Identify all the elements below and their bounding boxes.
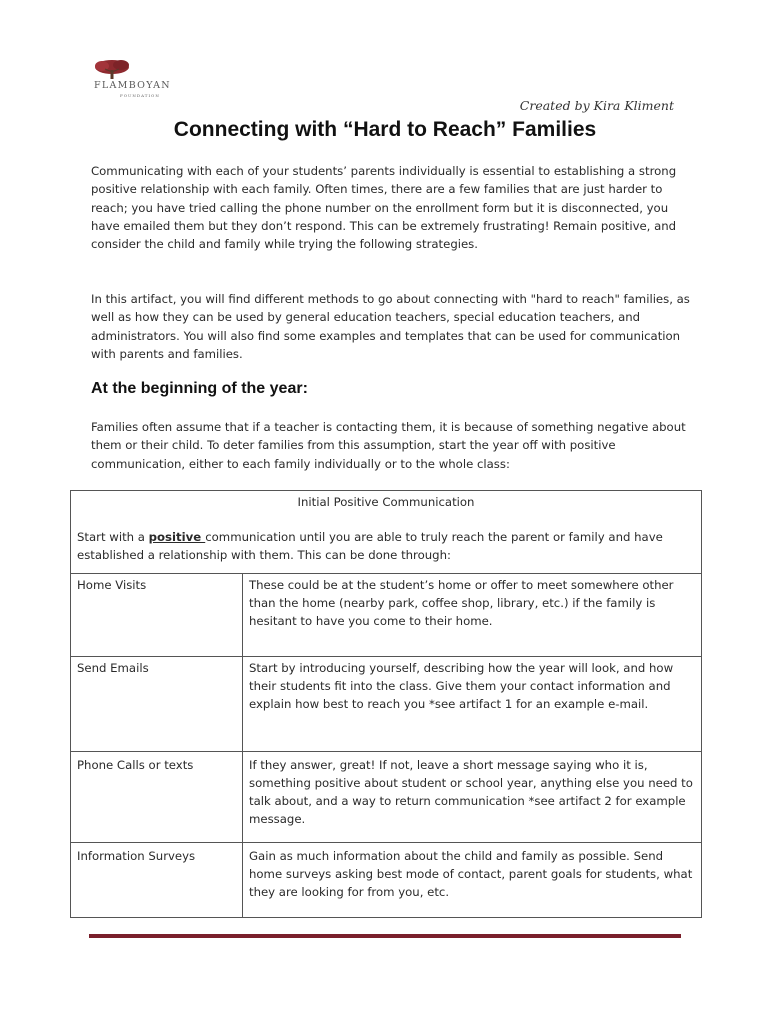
table-header-cell [71,491,702,574]
table-intro-rest: communication until you are able to truly reach the parent or family and have established a relationship with them. This can be done through: [77,530,663,562]
intro-paragraph-1: Communicating with each of your students’ parents individually is essential to establishing a strong positive relationship with each family. Often times, there are a few families that are just harder to reach; you have tried calling the phone number on the enrollment form but it is disconnected, you have emailed them but they don’t respond. This can be extremely frustrating! Remain positive, and consider the child and family while trying the following strategies. [91,164,677,252]
description-cell: Gain as much information about the child and family as possible. Send home surveys asking best mode of contact, parent goals for students, what they are looking for from you, etc. [243,843,702,918]
author-credit: Created by Kira Kliment [519,98,674,113]
table-row [71,657,702,752]
table-title: Initial Positive Communication [297,495,475,509]
description-cell: Start by introducing yourself, describing how the year will look, and how their students fit into the class. Give them your contact information and explain how best to reach you *see artifact 1 for an example e-mail. [243,657,702,752]
communication-table [70,490,702,918]
description-cell: If they answer, great! If not, leave a short message saying who it is, something positive about student or school year, anything else you need to talk about, and a way to return communication *see artifact 2 for example message. [243,752,702,843]
section-paragraph: Families often assume that if a teacher is contacting them, it is because of something negative about them or their child. To deter families from this assumption, start the year off with positive communication, either to each family individually or to the whole class: [91,420,686,471]
method-cell: Send Emails [71,657,243,752]
intro-paragraph-2: In this artifact, you will find different methods to go about connecting with "hard to reach" families, as well as how they can be used by general education teachers, special education teachers, and administrators. You will also find some examples and templates that can be used for communication with parents and families. [91,292,690,361]
table-row [71,843,702,918]
tree-icon [92,58,132,82]
logo-wordmark: FLAMBOYAN [94,80,171,91]
logo-subtitle: FOUNDATION [120,93,160,98]
method-cell: Phone Calls or texts [71,752,243,843]
table-intro [77,528,695,564]
description-cell: These could be at the student’s home or offer to meet somewhere other than the home (nearby park, coffee shop, library, etc.) if the family is hesitant to have you come to their home. [243,574,702,657]
section-heading: At the beginning of the year: [91,380,308,397]
table-intro-emphasis: positive [148,530,206,544]
table-header-row [71,491,702,574]
table-row [71,752,702,843]
page-title: Connecting with “Hard to Reach” Families [173,118,597,141]
method-cell: Information Surveys [71,843,243,918]
footer-divider [89,934,681,938]
flamboyan-logo [92,58,172,100]
method-cell: Home Visits [71,574,243,657]
table-intro-start: Start with a [77,530,149,544]
table-row [71,574,702,657]
